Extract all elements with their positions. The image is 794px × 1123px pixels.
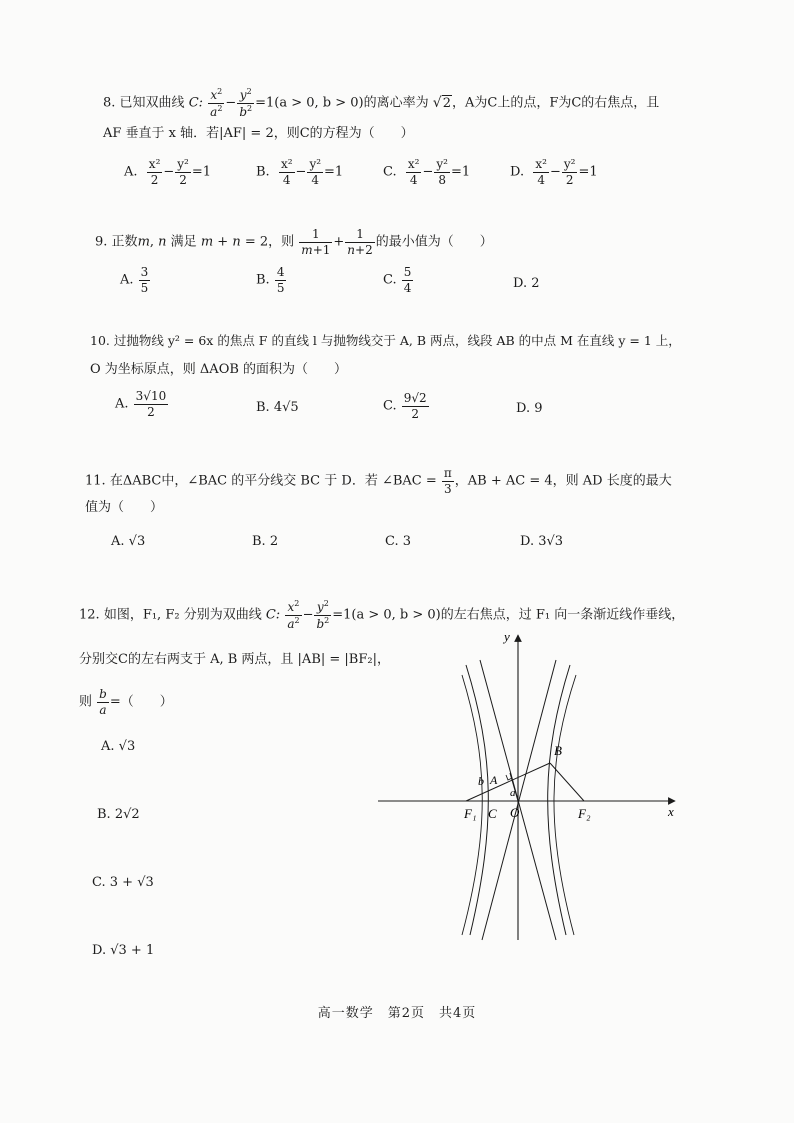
q8-number: 8.: [103, 95, 116, 111]
q9-number: 9.: [95, 234, 108, 250]
q12-frac-y: $\frac{y^2}{b^2}$: [316, 599, 330, 631]
q10-stem-line1: 过抛物线 y² = 6x 的焦点 F 的直线 l 与抛物线交于 A, B 两点，线段 AB 的中点 M 在直线 y = 1 上，: [113, 333, 681, 348]
q9-option-c: C. $\frac{5}{4}$: [383, 265, 412, 295]
q9-stem-part1: 正数: [111, 234, 138, 250]
q9-option-d: D. 2: [513, 276, 540, 291]
q10-option-c: C. $\frac{9√2}{2}$: [383, 391, 427, 421]
q8-frac-y: $\frac{y^2}{b^2}$: [239, 87, 253, 119]
q11-stem-part2: ，AB + AC = 4，则 AD 长度的最大: [454, 473, 672, 489]
q10-option-b: B. 4√5: [256, 400, 299, 415]
q12-curve-cond: =1(a > 0, b > 0): [332, 607, 441, 623]
q10-option-d: D. 9: [516, 401, 543, 416]
q12-stem-line3-prefix: 则: [79, 694, 93, 710]
q8-curve-cond: =1(a > 0, b > 0): [255, 95, 364, 111]
page-footer: 高一数学 第2页 共4页: [317, 1006, 477, 1021]
q12-stem-part1: 如图，F₁, F₂ 分别为双曲线: [103, 607, 262, 623]
q9-stem-part2: 满足: [170, 234, 197, 250]
q10-stem-line2: O 为坐标原点，则 ΔAOB 的面积为（ ）: [90, 362, 348, 377]
q12-frac-x: $\frac{x^2}{a^2}$: [287, 599, 300, 631]
q12-option-c: C. 3 + √3: [92, 875, 154, 890]
q10-number: 10.: [90, 333, 110, 348]
q11-stem-part1: 在ΔABC中，∠BAC 的平分线交 BC 于 D．若 ∠BAC =: [109, 473, 437, 489]
q11-option-b: B. 2: [252, 534, 279, 549]
q8-option-a: A. $\frac{\text{x²}}{2}$ − $\frac{\text{y²}}{2}$ =1: [124, 157, 212, 187]
q10-option-a: A. $\frac{3√10}{2}$: [115, 389, 167, 419]
q12-curve-label: C:: [265, 607, 281, 623]
label-b-length: b: [478, 774, 484, 788]
q9-stem-part4: 的最小值为（ ）: [375, 234, 493, 250]
q8-stem-line2: AF 垂直于 x 轴．若|AF| = 2，则C的方程为（ ）: [103, 126, 414, 141]
q11-number: 11.: [85, 473, 106, 489]
q9-frac-1: $\frac{1}{m+1}$: [301, 227, 331, 257]
label-o: O: [510, 805, 520, 820]
q12-option-b: B. 2√2: [97, 807, 140, 822]
q9-option-b: B. $\frac{4}{5}$: [256, 265, 285, 295]
hyperbola-figure: [370, 625, 690, 945]
label-f1: F₁: [464, 806, 477, 821]
q11-option-d: D. 3√3: [520, 534, 564, 549]
q8-option-b: B. $\frac{\text{x²}}{4}$ − $\frac{\text{y²}}{4}$ =1: [256, 157, 344, 187]
q8-stem-part3: ，A为C上的点，F为C的右焦点，且: [451, 95, 660, 111]
q9-option-a: A. $\frac{3}{5}$: [120, 265, 149, 295]
q11-option-c: C. 3: [385, 534, 412, 549]
label-a-point: A: [490, 773, 498, 787]
q8-frac-x: $\frac{x^2}{a^2}$: [210, 87, 223, 119]
q8-option-c: C. $\frac{\text{x²}}{4}$ − $\frac{\text{y²}}{8}$ =1: [383, 157, 471, 187]
q8-option-d: D. $\frac{\text{x²}}{4}$ − $\frac{\text{y²}}{2}$ =1: [510, 157, 598, 187]
q12-stem-line3-suffix: =（ ）: [109, 694, 173, 710]
q9-stem-part3: ，则: [268, 234, 295, 250]
label-b-point: B: [554, 743, 562, 758]
q12-option-a: A. √3: [101, 739, 136, 754]
q11-option-a: A. √3: [111, 534, 146, 549]
q8-stem-part2: 的离心率为: [363, 95, 429, 111]
q12-stem-line2: 分别交C的左右两支于 A, B 两点，且 |AB| = |BF₂|，: [79, 652, 390, 667]
q11-frac-angle: $\frac{\pi}{3}$: [443, 466, 452, 496]
q12-number: 12.: [79, 607, 100, 623]
q11-stem-line2: 值为（ ）: [85, 500, 164, 515]
label-f2: F₂: [578, 806, 591, 821]
q8-curve-label: C:: [188, 95, 204, 111]
q8-stem-part1: 已知双曲线: [119, 95, 185, 111]
label-x: x: [668, 804, 674, 819]
q12-stem-part2: 的左右焦点，过 F₁ 向一条渐近线作垂线，: [440, 607, 685, 623]
segment-bf2: [550, 763, 584, 801]
q9-frac-2: $\frac{1}{n+2}$: [347, 227, 373, 257]
q8-eccentricity: √2: [432, 94, 451, 111]
q12-frac-ba: $\frac{b}{a}$: [99, 687, 107, 717]
label-c: C: [488, 806, 497, 821]
q12-option-d: D. √3 + 1: [92, 943, 155, 958]
label-y: y: [504, 629, 510, 644]
label-a-length: a: [510, 787, 516, 799]
